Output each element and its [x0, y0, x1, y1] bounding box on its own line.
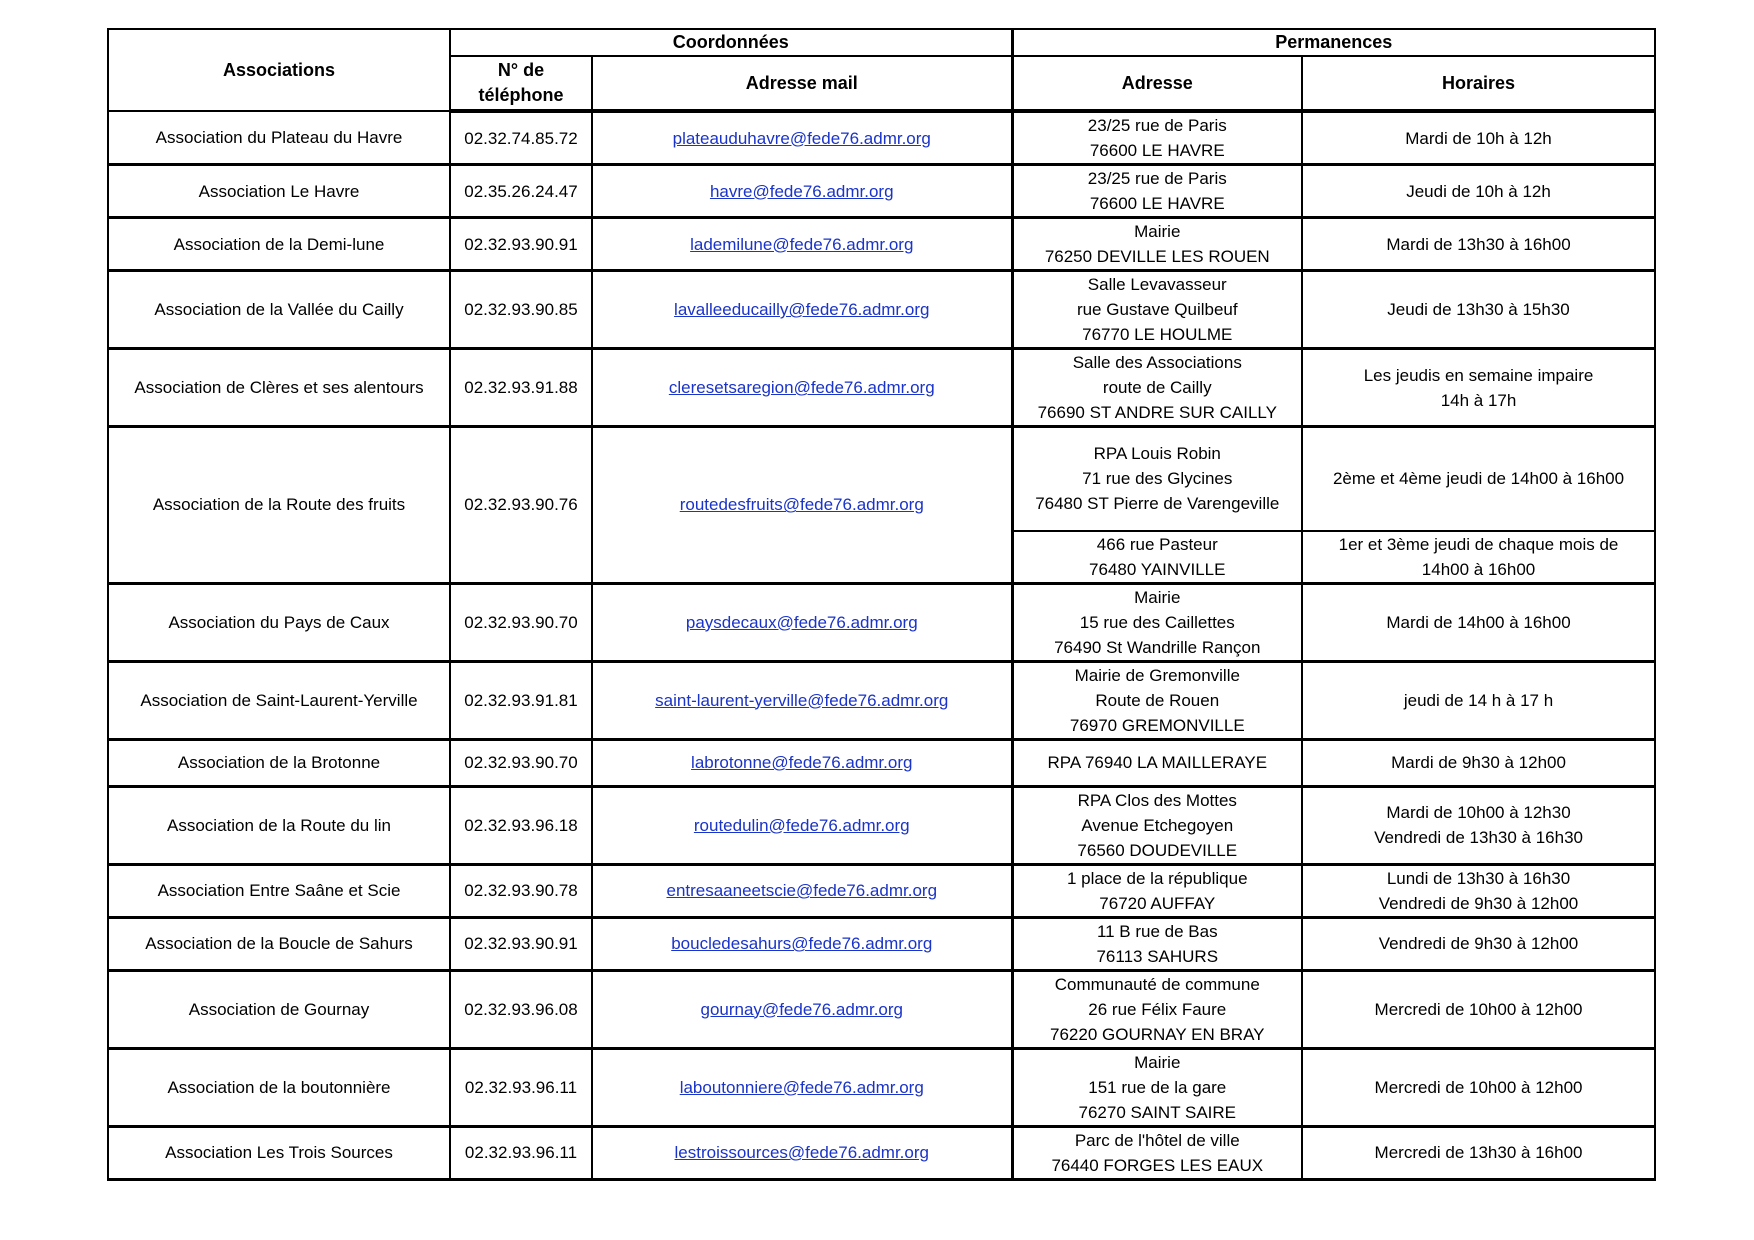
phone-number: 02.32.93.96.08 — [450, 970, 592, 1048]
phone-number: 02.32.93.91.88 — [450, 349, 592, 427]
table-row — [108, 864, 1655, 917]
phone-number: 02.32.93.90.91 — [450, 218, 592, 271]
association-name: Association de la Route des fruits — [108, 427, 450, 584]
table-row — [108, 786, 1655, 864]
permanence-address: RPA Louis Robin 71 rue des Glycines 76480 ST Pierre de Varengeville — [1012, 427, 1302, 531]
email-cell — [592, 739, 1012, 786]
association-name: Association de Clères et ses alentours — [108, 349, 450, 427]
permanence-hours: Mardi de 10h00 à 12h30 Vendredi de 13h30 à 16h30 — [1302, 786, 1655, 864]
permanence-hours: Vendredi de 9h30 à 12h00 — [1302, 917, 1655, 970]
table-row — [108, 427, 1655, 531]
permanence-address: Mairie de Gremonville Route de Rouen 76970 GREMONVILLE — [1012, 661, 1302, 739]
email-cell — [592, 427, 1012, 584]
permanence-address: 23/25 rue de Paris 76600 LE HAVRE — [1012, 111, 1302, 165]
email-link[interactable]: havre@fede76.admr.org — [709, 181, 894, 201]
header-horaires: Horaires — [1302, 56, 1655, 111]
permanence-hours: Mardi de 13h30 à 16h00 — [1302, 218, 1655, 271]
email-link[interactable]: gournay@fede76.admr.org — [700, 999, 903, 1019]
permanence-hours: jeudi de 14 h à 17 h — [1302, 661, 1655, 739]
table-row — [108, 661, 1655, 739]
phone-number: 02.32.93.90.78 — [450, 864, 592, 917]
permanence-hours: Mardi de 14h00 à 16h00 — [1302, 583, 1655, 661]
permanence-hours: Lundi de 13h30 à 16h30 Vendredi de 9h30 à 12h00 — [1302, 864, 1655, 917]
header-permanences: Permanences — [1012, 29, 1655, 56]
email-link[interactable]: lademilune@fede76.admr.org — [690, 234, 914, 254]
permanence-hours: Jeudi de 10h à 12h — [1302, 165, 1655, 218]
header-adresse: Adresse — [1012, 56, 1302, 111]
permanence-hours: Jeudi de 13h30 à 15h30 — [1302, 271, 1655, 349]
table-row — [108, 349, 1655, 427]
permanence-hours: Mardi de 10h à 12h — [1302, 111, 1655, 165]
permanence-address: Salle des Associations route de Cailly 76690 ST ANDRE SUR CAILLY — [1012, 349, 1302, 427]
header-associations: Associations — [108, 29, 450, 111]
email-link[interactable]: routedesfruits@fede76.admr.org — [679, 495, 924, 515]
email-cell — [592, 111, 1012, 165]
phone-number: 02.32.93.90.70 — [450, 583, 592, 661]
association-name: Association de la Route du lin — [108, 786, 450, 864]
permanence-address: Mairie 15 rue des Caillettes 76490 St Wandrille Rançon — [1012, 583, 1302, 661]
phone-number: 02.32.93.90.76 — [450, 427, 592, 584]
email-cell — [592, 218, 1012, 271]
table-row — [108, 1126, 1655, 1179]
phone-number: 02.32.93.96.11 — [450, 1048, 592, 1126]
header-email: Adresse mail — [592, 56, 1012, 111]
phone-number: 02.35.26.24.47 — [450, 165, 592, 218]
association-name: Association de la Brotonne — [108, 739, 450, 786]
permanence-address: Parc de l'hôtel de ville 76440 FORGES LES EAUX — [1012, 1126, 1302, 1179]
table-row — [108, 917, 1655, 970]
phone-number: 02.32.93.90.70 — [450, 739, 592, 786]
association-name: Association Entre Saâne et Scie — [108, 864, 450, 917]
permanence-address: 23/25 rue de Paris 76600 LE HAVRE — [1012, 165, 1302, 218]
permanence-hours: Mercredi de 10h00 à 12h00 — [1302, 970, 1655, 1048]
email-cell — [592, 1126, 1012, 1179]
email-link[interactable]: labrotonne@fede76.admr.org — [691, 753, 913, 772]
email-link[interactable]: laboutonniere@fede76.admr.org — [679, 1077, 924, 1097]
email-cell — [592, 661, 1012, 739]
table-row — [108, 271, 1655, 349]
email-cell — [592, 1048, 1012, 1126]
phone-number: 02.32.93.96.11 — [450, 1126, 592, 1179]
email-cell — [592, 970, 1012, 1048]
email-link[interactable]: entresaaneetscie@fede76.admr.org — [666, 881, 938, 900]
header-telephone: N° de téléphone — [450, 56, 592, 111]
permanence-address: Salle Levavasseur rue Gustave Quilbeuf 76770 LE HOULME — [1012, 271, 1302, 349]
phone-number: 02.32.93.96.18 — [450, 786, 592, 864]
permanence-address: 11 B rue de Bas 76113 SAHURS — [1012, 917, 1302, 970]
permanence-hours: Les jeudis en semaine impaire 14h à 17h — [1302, 349, 1655, 427]
association-name: Association Les Trois Sources — [108, 1126, 450, 1179]
permanence-hours: 1er et 3ème jeudi de chaque mois de 14h00 à 16h00 — [1302, 531, 1655, 584]
phone-number: 02.32.93.90.91 — [450, 917, 592, 970]
table-row — [108, 218, 1655, 271]
permanence-address: Mairie 151 rue de la gare 76270 SAINT SAIRE — [1012, 1048, 1302, 1126]
permanence-address: 1 place de la république 76720 AUFFAY — [1012, 864, 1302, 917]
permanence-hours: Mercredi de 10h00 à 12h00 — [1302, 1048, 1655, 1126]
email-cell — [592, 349, 1012, 427]
table-row — [108, 165, 1655, 218]
permanence-address: Mairie 76250 DEVILLE LES ROUEN — [1012, 218, 1302, 271]
associations-table — [107, 28, 1656, 1181]
email-link[interactable]: cleresetsaregion@fede76.admr.org — [668, 378, 935, 397]
email-link[interactable]: paysdecaux@fede76.admr.org — [685, 612, 918, 632]
permanence-hours: Mercredi de 13h30 à 16h00 — [1302, 1126, 1655, 1179]
email-link[interactable]: plateauduhavre@fede76.admr.org — [672, 128, 931, 148]
header-coordonnees: Coordonnées — [450, 29, 1012, 56]
association-name: Association de la Vallée du Cailly — [108, 271, 450, 349]
permanence-address: Communauté de commune 26 rue Félix Faure 76220 GOURNAY EN BRAY — [1012, 970, 1302, 1048]
email-link[interactable]: lestroissources@fede76.admr.org — [674, 1143, 929, 1162]
permanence-address: 466 rue Pasteur 76480 YAINVILLE — [1012, 531, 1302, 584]
email-cell — [592, 271, 1012, 349]
table-row — [108, 739, 1655, 786]
table-row — [108, 1048, 1655, 1126]
permanence-hours: Mardi de 9h30 à 12h00 — [1302, 739, 1655, 786]
phone-number: 02.32.74.85.72 — [450, 111, 592, 165]
email-link[interactable]: lavalleeducailly@fede76.admr.org — [674, 300, 930, 319]
phone-number: 02.32.93.91.81 — [450, 661, 592, 739]
permanence-hours: 2ème et 4ème jeudi de 14h00 à 16h00 — [1302, 427, 1655, 531]
email-cell — [592, 165, 1012, 218]
table-body — [108, 111, 1655, 1179]
association-name: Association du Pays de Caux — [108, 583, 450, 661]
email-cell — [592, 583, 1012, 661]
email-cell — [592, 864, 1012, 917]
phone-number: 02.32.93.90.85 — [450, 271, 592, 349]
association-name: Association du Plateau du Havre — [108, 111, 450, 165]
association-name: Association de la Demi-lune — [108, 218, 450, 271]
association-name: Association de Saint-Laurent-Yerville — [108, 661, 450, 739]
email-cell — [592, 917, 1012, 970]
table-row — [108, 111, 1655, 165]
association-name: Association de Gournay — [108, 970, 450, 1048]
email-link[interactable]: saint-laurent-yerville@fede76.admr.org — [655, 690, 949, 710]
email-link[interactable]: boucledesahurs@fede76.admr.org — [671, 934, 933, 953]
permanence-address: RPA 76940 LA MAILLERAYE — [1012, 739, 1302, 786]
association-name: Association Le Havre — [108, 165, 450, 218]
table-row — [108, 970, 1655, 1048]
permanence-address: RPA Clos des Mottes Avenue Etchegoyen 76560 DOUDEVILLE — [1012, 786, 1302, 864]
association-name: Association de la Boucle de Sahurs — [108, 917, 450, 970]
association-name: Association de la boutonnière — [108, 1048, 450, 1126]
table-row — [108, 583, 1655, 661]
email-link[interactable]: routedulin@fede76.admr.org — [693, 815, 910, 835]
email-cell — [592, 786, 1012, 864]
